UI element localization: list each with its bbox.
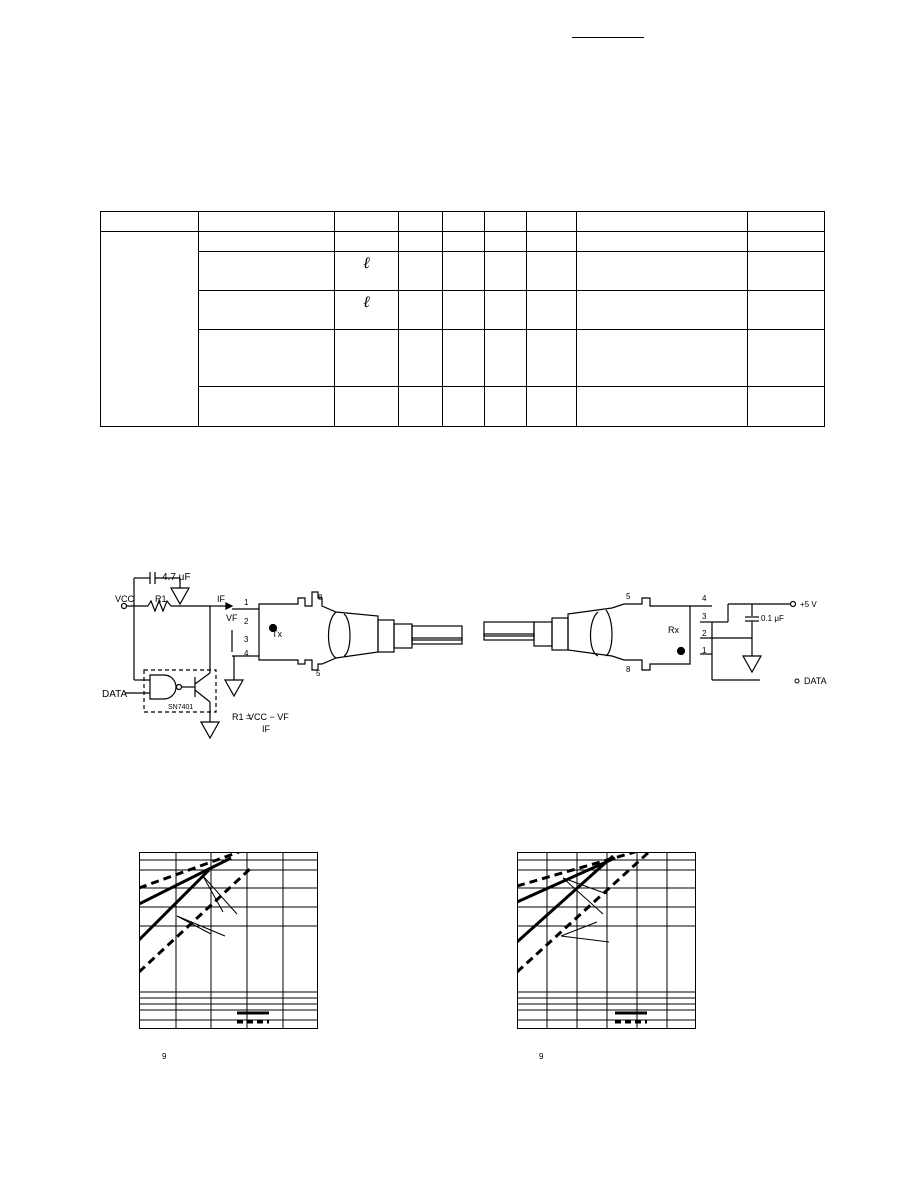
cap-label: 4.7 μF xyxy=(162,572,191,583)
curve-solid xyxy=(517,858,615,902)
tx-pin: 3 xyxy=(244,635,249,644)
left-graph-note: 9 xyxy=(162,1052,167,1061)
if-label: IF xyxy=(217,594,225,604)
r1-label: R1 xyxy=(155,594,167,604)
curve-solid xyxy=(139,858,231,904)
rx-pin-8: 8 xyxy=(626,665,631,674)
ground-icon xyxy=(225,680,243,696)
ground-icon xyxy=(171,588,189,604)
vcc-terminal xyxy=(122,604,127,609)
gate-label: SN7401 xyxy=(168,704,194,711)
curve-solid xyxy=(139,870,209,940)
r1-eq-den: IF xyxy=(262,724,270,734)
rx-pin: 2 xyxy=(702,629,707,638)
rx-label: Rx xyxy=(668,625,679,635)
right-graph xyxy=(517,852,697,1030)
tx-pin-8: 8 xyxy=(318,593,323,602)
length-symbol: ℓ xyxy=(363,253,370,272)
nand-gate xyxy=(150,675,176,699)
rx-pin-5: 5 xyxy=(626,592,631,601)
left-graph xyxy=(139,852,319,1030)
rx-cap-label: 0.1 μF xyxy=(761,614,784,623)
ground-icon xyxy=(201,722,219,738)
supply-label: +5 V xyxy=(800,600,817,609)
tx-label: Tx xyxy=(272,629,282,639)
right-graph-note: 9 xyxy=(539,1052,544,1061)
r1-eq-num: VCC − VF xyxy=(248,712,289,722)
rx-pin: 3 xyxy=(702,612,707,621)
vcc-label: VCC xyxy=(115,594,135,604)
tx-pin-5: 5 xyxy=(316,669,321,678)
data-output-label: DATA xyxy=(804,676,827,686)
tx-pin: 2 xyxy=(244,617,249,626)
rx-pin: 4 xyxy=(702,594,707,603)
r1-eq-lhs: R1 = xyxy=(232,712,252,722)
supply-terminal xyxy=(791,602,796,607)
tx-pin: 4 xyxy=(244,649,249,658)
data-input-label: DATA xyxy=(102,689,128,700)
length-symbol: ℓ xyxy=(363,292,370,311)
rx-pin: 1 xyxy=(702,646,707,655)
vf-label: VF xyxy=(226,613,238,623)
tx-pin: 1 xyxy=(244,598,249,607)
ground-icon xyxy=(743,656,761,672)
